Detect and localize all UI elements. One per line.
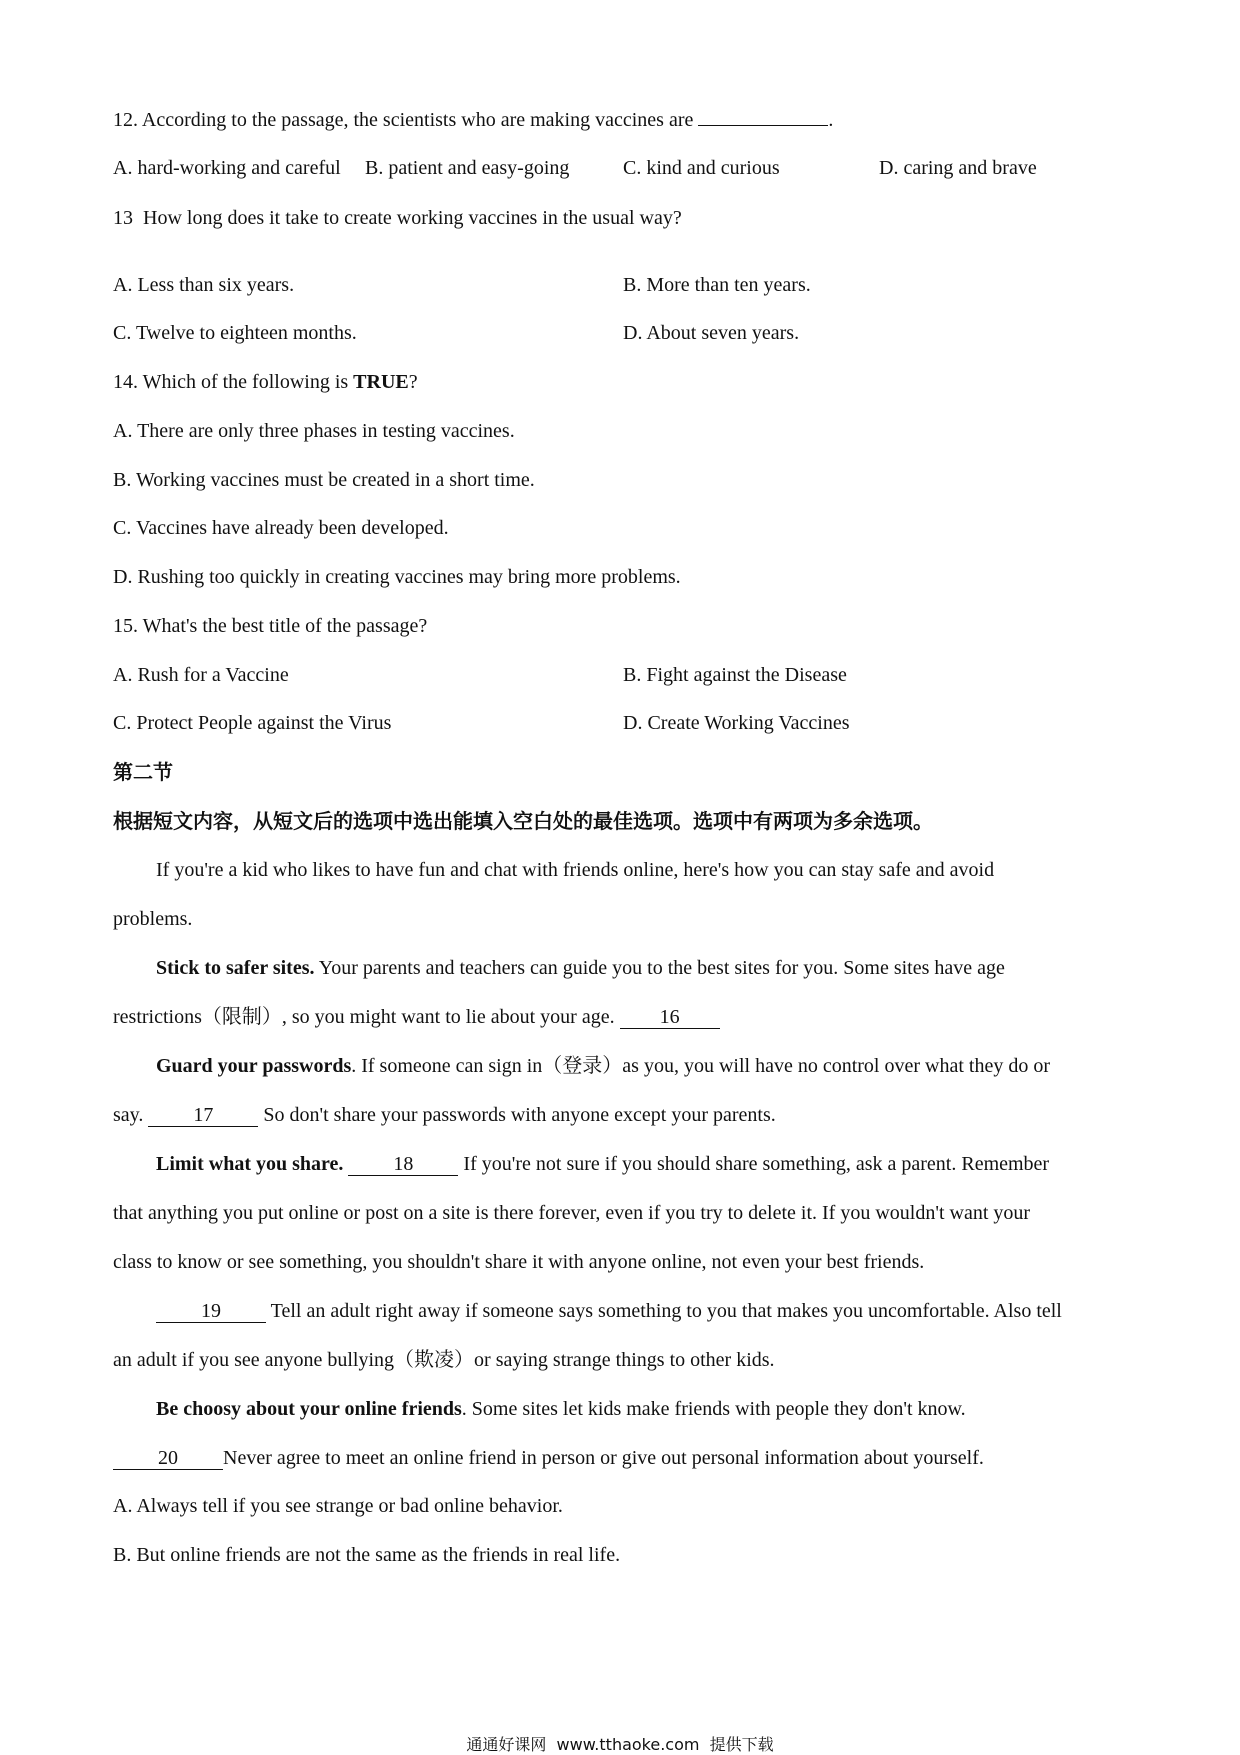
p5-text: . Some sites let kids make friends with people they don't know. [461,1398,966,1420]
blank-17: 17 [148,1104,258,1127]
q13-options-row1 [113,272,1153,298]
q12-options [113,155,1153,181]
q12-stem [113,107,833,133]
q15-options-row1 [113,662,1153,688]
q12-option-d: D. caring and brave [879,157,1037,179]
passage-p5-line2 [113,1445,984,1471]
passage-p3-line1 [156,1151,1049,1177]
q12-option-a: A. hard-working and careful [113,157,341,179]
p2-line2-post: So don't share your passwords with anyone except your parents. [263,1104,776,1126]
q12-blank [698,125,828,126]
q13-option-d: D. About seven years. [623,322,800,344]
section-instruction: 根据短文内容，从短文后的选项中选出能填入空白处的最佳选项。选项中有两项为多余选项。 [113,809,933,833]
p5-heading: Be choosy about your online friends [156,1398,462,1420]
q15-option-d: D. Create Working Vaccines [623,712,850,734]
passage-intro-line2: problems. [113,908,193,930]
passage-p4-line2: an adult if you see anyone bullying（欺凌）or saying strange things to other kids. [113,1349,775,1371]
choice-b: B. But online friends are not the same as the friends in real life. [113,1544,621,1566]
p3-text: If you're not sure if you should share something, ask a parent. Remember [463,1153,1050,1175]
q15-stem: 15. What's the best title of the passage? [113,615,428,637]
q14-stem-bold: TRUE [353,371,409,393]
q12-stem-end: . [828,109,834,131]
p1-line2-text: restrictions（限制）, so you might want to lie about your age. [113,1006,615,1028]
passage-p1-line1 [156,955,1005,981]
q15-option-c: C. Protect People against the Virus [113,712,392,734]
q13-stem: 13 How long does it take to create working vaccines in the usual way? [113,207,682,229]
blank-19: 19 [156,1300,266,1323]
q14-option-a: A. There are only three phases in testing vaccines. [113,420,515,442]
q13-option-a: A. Less than six years. [113,274,295,296]
p2-line2-pre: say. [113,1104,144,1126]
passage-p2-line2 [113,1102,776,1128]
page-footer: 通通好课网 www.tthaoke.com 提供下载 [466,1735,774,1754]
q14-option-b: B. Working vaccines must be created in a short time. [113,469,535,491]
blank-20: 20 [113,1447,223,1470]
p3-heading: Limit what you share. [156,1153,344,1175]
q15-options-row2 [113,710,1153,736]
p5-line2-text: Never agree to meet an online friend in person or give out personal information about yourself. [223,1447,984,1469]
section-heading: 第二节 [113,760,173,784]
q13-option-c: C. Twelve to eighteen months. [113,322,357,344]
passage-p3-line3: class to know or see something, you shouldn't share it with anyone online, not even your best friends. [113,1251,925,1273]
p4-text: Tell an adult right away if someone says something to you that makes you uncomfortable. Also tell [270,1300,1062,1322]
passage-p5-line1 [156,1396,966,1422]
passage-p4-line1 [156,1298,1062,1324]
q12-stem-text: 12. According to the passage, the scientists who are making vaccines are [113,109,694,131]
q14-option-c: C. Vaccines have already been developed. [113,517,449,539]
passage-intro-line1: If you're a kid who likes to have fun and chat with friends online, here's how you can stay safe and avoid [156,859,995,881]
blank-18: 18 [348,1153,458,1176]
choice-a: A. Always tell if you see strange or bad online behavior. [113,1495,563,1517]
p2-text: . If someone can sign in（登录）as you, you will have no control over what they do or [351,1055,1050,1077]
p2-heading: Guard your passwords [156,1055,352,1077]
q14-stem-pre: 14. Which of the following is [113,371,354,393]
q13-options-row2 [113,320,1153,346]
q12-option-b: B. patient and easy-going [365,157,570,179]
p1-heading: Stick to safer sites. [156,957,315,979]
passage-p3-line2: that anything you put online or post on a site is there forever, even if you try to delete it. If you wouldn't want your [113,1202,1031,1224]
q15-option-a: A. Rush for a Vaccine [113,664,289,686]
q13-option-b: B. More than ten years. [623,274,811,296]
p1-text: Your parents and teachers can guide you to the best sites for you. Some sites have age [314,957,1005,979]
q12-option-c: C. kind and curious [623,157,780,179]
blank-16: 16 [620,1006,720,1029]
passage-p1-line2 [113,1004,720,1030]
q14-stem [113,369,418,395]
passage-p2-line1 [156,1053,1050,1079]
q14-stem-post: ? [408,371,418,393]
q15-option-b: B. Fight against the Disease [623,664,847,686]
q14-option-d: D. Rushing too quickly in creating vaccines may bring more problems. [113,566,681,588]
